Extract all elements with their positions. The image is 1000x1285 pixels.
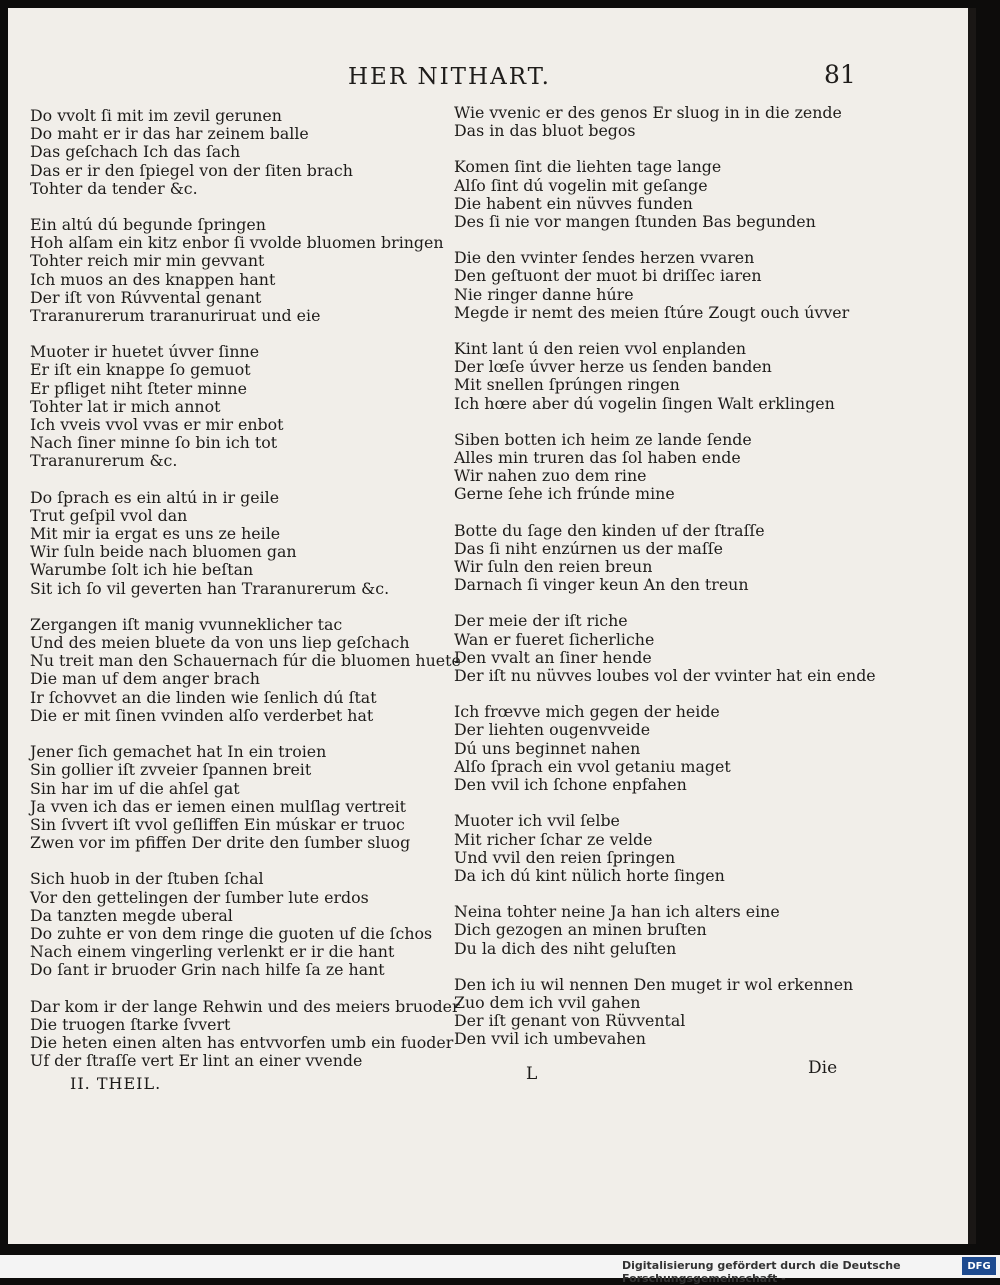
verse-line: Ich hœre aber dú vogelin ſingen Walt erklingen: [454, 393, 835, 413]
stanza: [454, 158, 894, 231]
stanza: [454, 903, 894, 958]
verse-line: Das ſi niht enzúrnen us der maſſe: [454, 538, 723, 558]
verse-line: Sin gollier iſt zvveier ſpannen breit: [30, 760, 312, 780]
verse-line: Tohter reich mir min gevvant: [30, 251, 265, 271]
verse-line: Darnach ſi vinger keun An den treun: [454, 575, 749, 595]
verse-line: Ein altú dú begunde ſpringen: [30, 215, 266, 235]
verse-line: Dich gezogen an minen bruſten: [454, 920, 707, 940]
page-number: 81: [824, 60, 856, 89]
verse-line: Sin ſvvert iſt vvol geſliffen Ein múskar er truoc: [30, 814, 405, 834]
verse-line: Jener ſich gemachet hat In ein troien: [30, 742, 327, 762]
verse-line: Ich muos an des knappen hant: [30, 269, 276, 289]
page-edge: [968, 8, 976, 1244]
verse-line: Tohter da tender &c.: [30, 178, 198, 198]
verse-line: Und vvil den reien ſpringen: [454, 847, 676, 867]
verse-line: Da tanzten megde uberal: [30, 905, 233, 925]
verse-line: Sit ich ſo vil geverten han Traranurerum &c.: [30, 578, 390, 598]
verse-line: Das in das bluot begos: [454, 121, 636, 141]
verse-line: Nie ringer danne húre: [454, 284, 634, 304]
verse-line: Du la dich des niht geluſten: [454, 938, 677, 958]
verse-line: Traranurerum &c.: [30, 451, 178, 471]
funding-text: Digitalisierung gefördert durch die Deutsche Forschungsgemeinschaft -: [622, 1259, 901, 1285]
stanza: [30, 216, 450, 325]
verse-line: Das geſchach Ich das ſach: [30, 142, 241, 162]
dfg-logo: DFG: [962, 1257, 996, 1275]
verse-line: Alſo ſint dú vogelin mit geſange: [454, 175, 708, 195]
right-text-column: [454, 104, 894, 1067]
verse-line: Hoh alſam ein kitz enbor ſi vvolde bluomen bringen: [30, 233, 444, 253]
verse-line: Warumbe ſolt ich hie beſtan: [30, 560, 254, 580]
stanza: [454, 249, 894, 322]
verse-line: Wir ſuln beide nach bluomen gan: [30, 542, 297, 562]
verse-line: Sich huob in der ſtuben ſchal: [30, 869, 264, 889]
stanza: [30, 743, 450, 852]
verse-line: Do maht er ir das har zeinem balle: [30, 124, 309, 144]
verse-line: Die heten einen alten has entvvorfen umb ein fuoder: [30, 1032, 454, 1052]
stanza: [30, 996, 460, 1071]
verse-line: Den ich iu wil nennen Den muget ir wol erkennen: [454, 974, 854, 994]
verse-line: Nach ſiner minne ſo bin ich tot: [30, 433, 278, 453]
stanza: [454, 976, 894, 1049]
stanza: [454, 612, 894, 685]
verse-line: Alles min truren das ſol haben ende: [454, 448, 741, 468]
verse-line: Vor den gettelingen der ſumber lute erdos: [30, 887, 369, 907]
running-title: HER NITHART.: [348, 64, 551, 90]
verse-line: Komen ſint die liehten tage lange: [454, 157, 722, 177]
verse-line: Der iſt nu nüvves loubes vol der vvinter hat ein ende: [454, 666, 876, 686]
verse-line: Traranurerum traranuriruat und eie: [30, 306, 321, 326]
verse-line: Trut geſpil vvol dan: [30, 505, 188, 525]
stanza: [30, 870, 450, 979]
verse-line: Muoter ich vvil ſelbe: [454, 811, 620, 831]
stanza: [454, 703, 894, 794]
signature-letter: L: [526, 1064, 538, 1084]
left-text-column: [30, 106, 461, 1088]
verse-line: Mit snellen ſprúngen ringen: [454, 375, 680, 395]
verse-line: Megde ir nemt des meien ſtúre Zougt ouch úvver: [454, 302, 850, 322]
verse-line: Und des meien bluete da von uns liep geſchach: [30, 633, 410, 653]
stanza: [454, 431, 894, 504]
verse-line: Die den vvinter ſendes herzen vvaren: [454, 248, 755, 268]
stanza: [30, 343, 450, 470]
verse-line: Uf der ſtraſſe vert Er lint an einer vvende: [30, 1051, 363, 1071]
verse-line: Den vvil ich umbevahen: [454, 1029, 646, 1049]
verse-line: Die man uf dem anger brach: [30, 669, 260, 689]
verse-line: Sin har im uf die ahſel gat: [30, 778, 240, 798]
verse-line: Mit mir ia ergat es uns ze heile: [30, 524, 281, 544]
verse-line: Den geſtuont der muot bi driſſec iaren: [454, 266, 762, 286]
verse-line: Ich vveis vvol vvas er mir enbot: [30, 415, 284, 435]
verse-line: Wir ſuln den reien breun: [454, 557, 653, 577]
verse-line: Tohter lat ir mich annot: [30, 396, 221, 416]
verse-line: Do vvolt ſi mit im zevil gerunen: [30, 106, 282, 125]
verse-line: Dar kom ir der lange Rehwin und des meiers bruoder: [30, 996, 460, 1016]
stanza: [454, 522, 894, 595]
verse-line: Er iſt ein knappe ſo gemuot: [30, 360, 251, 380]
verse-line: Den vvalt an ſiner hende: [454, 647, 652, 667]
verse-line: Mit richer ſchar ze velde: [454, 829, 653, 849]
verse-line: Siben botten ich heim ze lande ſende: [454, 429, 752, 449]
verse-line: Do ſprach es ein altú in ir geile: [30, 487, 280, 507]
verse-line: Die truogen ſtarke ſvvert: [30, 1014, 231, 1034]
verse-line: Das er ir den ſpiegel von der ſiten brach: [30, 160, 353, 180]
verse-line: Die habent ein nüvves funden: [454, 193, 693, 213]
verse-line: Do ſant ir bruoder Grin nach hilfe ſa ze hant: [30, 960, 385, 980]
verse-line: Neina tohter neine Ja han ich alters eine: [454, 902, 780, 922]
verse-line: Gerne ſehe ich frúnde mine: [454, 484, 675, 504]
verse-line: Kint lant ú den reien vvol enplanden: [454, 339, 747, 359]
verse-line: Den vvil ich ſchone enpfahen: [454, 775, 687, 795]
verse-line: Dú uns beginnet nahen: [454, 738, 641, 758]
verse-line: Nu treit man den Schauernach fúr die bluomen huete: [30, 651, 461, 671]
verse-line: Da ich dú kint nülich horte ſingen: [454, 865, 725, 885]
stanza: [454, 340, 894, 413]
verse-line: Nach einem vingerling verlenkt er ir die hant: [30, 942, 395, 962]
catchword: Die: [808, 1058, 838, 1078]
funding-footer: [0, 1255, 1000, 1285]
stanza: [30, 614, 461, 725]
stanza: [454, 812, 894, 885]
verse-line: Die er mit ſinen vvinden alſo verderbet hat: [30, 705, 374, 725]
signature-mark: II. THEIL.: [70, 1074, 162, 1093]
verse-line: Der lœſe úvver herze us ſenden banden: [454, 357, 772, 377]
verse-line: Der iſt von Rúvvental genant: [30, 287, 262, 307]
verse-line: Ja vven ich das er iemen einen mulſlag vertreit: [30, 796, 407, 816]
verse-line: Wir nahen zuo dem rine: [454, 466, 647, 486]
verse-line: Der meie der iſt riche: [454, 611, 628, 631]
stanza: [454, 104, 894, 140]
stanza: [30, 107, 450, 198]
verse-line: Er pfliget niht ſteter minne: [30, 378, 247, 398]
book-page: [8, 8, 976, 1244]
verse-line: Wan er fueret ſicherliche: [454, 629, 655, 649]
verse-line: Do zuhte er von dem ringe die guoten uf die ſchos: [30, 923, 433, 943]
verse-line: Muoter ir huetet úvver ſinne: [30, 342, 260, 362]
verse-line: Der iſt genant von Rüvvental: [454, 1011, 686, 1031]
verse-line: Zergangen iſt manig vvunneklicher tac: [30, 614, 343, 634]
verse-line: Ich frœvve mich gegen der heide: [454, 702, 720, 722]
verse-line: Des ſi nie vor mangen ſtunden Bas begunden: [454, 212, 816, 232]
stanza: [30, 489, 450, 598]
verse-line: Wie vvenic er des genos Er sluog in in die zende: [454, 103, 842, 122]
verse-line: Botte du ſage den kinden uf der ſtraſſe: [454, 520, 765, 540]
verse-line: Ir ſchovvet an die linden wie ſenlich dú ſtat: [30, 687, 377, 707]
verse-line: Alſo ſprach ein vvol getaniu maget: [454, 756, 731, 776]
verse-line: Der liehten ougenvveide: [454, 720, 651, 740]
verse-line: Zuo dem ich vvil gahen: [454, 992, 641, 1012]
verse-line: Zwen vor im pfiffen Der drite den ſumber sluog: [30, 833, 411, 853]
